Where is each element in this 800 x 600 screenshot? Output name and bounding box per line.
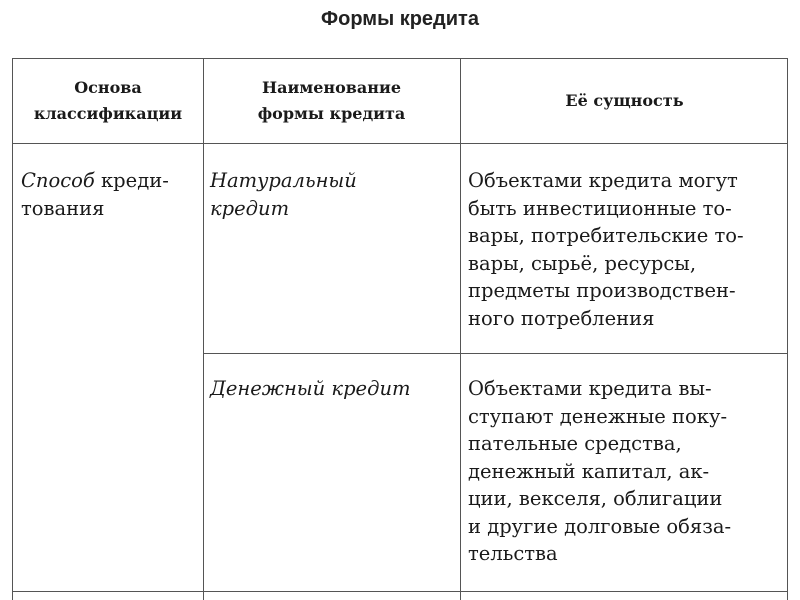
page-title: Формы кредита xyxy=(321,8,479,30)
cell-form-money-credit: Денежный кредит xyxy=(210,377,411,400)
header-form-name: Наименование формы кредита xyxy=(257,78,406,123)
cell-classification-basis xyxy=(21,167,197,222)
header-divider xyxy=(13,143,787,144)
cell-essence-money-credit: Объектами кредита вы- ступают денежные поку- пательные средства, денежный капитал, ак- ции, векселя, облигации и другие долговые обяза- тельства xyxy=(468,377,732,565)
row-divider xyxy=(203,353,787,354)
credit-forms-table xyxy=(12,58,788,600)
basis-rest: креди- xyxy=(94,169,169,192)
cell-form-natural-credit: Натуральный кредит xyxy=(210,169,357,220)
basis-italic-word: Способ xyxy=(21,169,95,192)
header-classification-basis: Основа классификации xyxy=(33,78,183,123)
bottom-row-divider xyxy=(13,591,787,592)
header-essence: Её сущность xyxy=(565,91,684,110)
cell-essence-natural-credit: Объектами кредита могут быть инвестиционные то- вары, потребительские то- вары, сырьё, ресурсы, предметы производствен- ного потребления xyxy=(468,169,744,330)
basis-line-2: тования xyxy=(21,196,105,220)
